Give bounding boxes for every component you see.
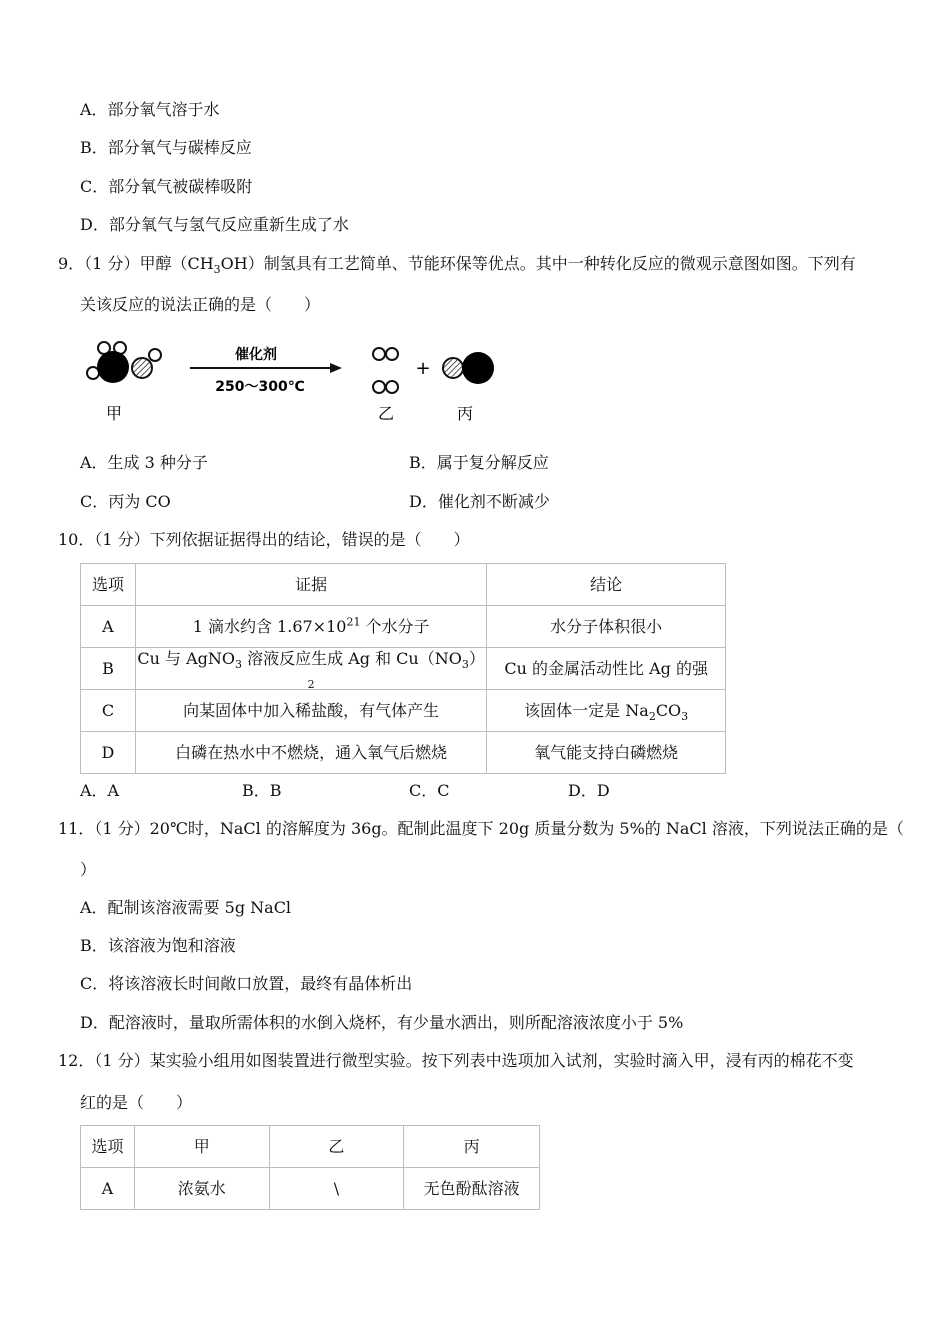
q8-option-a: A．部分氧气溶于水 xyxy=(80,100,220,119)
q10-option-c: C．C xyxy=(409,781,450,800)
label-yi: 乙 xyxy=(377,404,395,423)
q11-stem-line2: ） xyxy=(80,860,97,879)
row-option: A xyxy=(81,606,136,648)
row-evidence: Cu 与 AgNO$_3$ 溶液反应生成 Ag 和 $Cu(NO_3)_2$ xyxy=(137,648,485,691)
q11-stem-line1: 11．（1 分）20℃时，NaCl 的溶解度为 36g。配制此温度下 20g 质量分数为 5%的 NaCl 溶液，下列说法正确的是（ xyxy=(58,819,904,838)
reaction-diagram-svg xyxy=(80,335,510,430)
row-conclusion: 水分子体积很小 xyxy=(487,606,726,648)
header-jia: 甲 xyxy=(134,1126,269,1168)
table-header-row xyxy=(81,564,726,606)
table-row xyxy=(81,606,726,648)
row-conclusion: 该固体一定是 $Na_2CO_3$ xyxy=(487,690,726,732)
q11-option-d: D．配溶液时，量取所需体积的水倒入烧杯，有少量水洒出，则所配溶液浓度小于 5% xyxy=(80,1013,684,1032)
row-bing: 无色酚酞溶液 xyxy=(404,1168,540,1210)
q10-option-b: B．B xyxy=(242,781,282,800)
molecule-yi xyxy=(373,348,398,393)
label-bing: 丙 xyxy=(456,404,474,423)
q9-stem-line1: 9．（1 分）甲醇$(CH_3OH)$制氢具有工艺简单、节能环保等优点。其中一种转化反应的微观示意图如图。下列有 xyxy=(58,254,856,277)
catalyst-label: 催化剂 xyxy=(235,347,277,363)
q12-stem-line1: 12．（1 分）某实验小组用如图装置进行微型实验。按下列表中选项加入试剂，实验时滴入甲，浸有丙的棉花不变 xyxy=(58,1051,854,1070)
table-row xyxy=(81,732,726,774)
table-row xyxy=(81,690,726,732)
q11-option-c: C．将该溶液长时间敞口放置，最终有晶体析出 xyxy=(80,974,413,993)
header-conclusion: 结论 xyxy=(487,564,726,606)
q9-option-b: B．属于复分解反应 xyxy=(409,453,549,472)
reaction-diagram xyxy=(80,335,510,430)
q10-stem: 10．（1 分）下列依据证据得出的结论，错误的是（ ） xyxy=(58,530,470,549)
row-evidence: 向某固体中加入稀盐酸，有气体产生 xyxy=(135,690,486,732)
row-option: C xyxy=(81,690,136,732)
q11-option-b: B．该溶液为饱和溶液 xyxy=(80,936,236,955)
q8-option-c: C．部分氧气被碳棒吸附 xyxy=(80,177,253,196)
header-option: 选项 xyxy=(81,1126,135,1168)
header-evidence: 证据 xyxy=(135,564,486,606)
q9-option-d: D．催化剂不断减少 xyxy=(409,492,550,511)
q9-option-c: C．丙为 CO xyxy=(80,492,171,511)
row-conclusion: Cu 的金属活动性比 Ag 的强 xyxy=(487,648,726,690)
table-row xyxy=(81,648,726,690)
q10-option-a: A．A xyxy=(80,781,120,800)
plus-sign: + xyxy=(415,358,431,379)
row-jia: 浓氨水 xyxy=(134,1168,269,1210)
row-option: B xyxy=(81,648,136,690)
q8-option-d: D．部分氧气与氢气反应重新生成了水 xyxy=(80,215,349,234)
header-option: 选项 xyxy=(81,564,136,606)
header-yi: 乙 xyxy=(269,1126,404,1168)
molecule-jia xyxy=(87,342,161,383)
row-option: A xyxy=(81,1168,135,1210)
header-bing: 丙 xyxy=(404,1126,540,1168)
row-evidence: 白磷在热水中不燃烧，通入氧气后燃烧 xyxy=(135,732,486,774)
q8-option-b: B．部分氧气与碳棒反应 xyxy=(80,138,252,157)
row-conclusion: 氧气能支持白磷燃烧 xyxy=(487,732,726,774)
q12-table xyxy=(80,1125,540,1210)
q10-option-d: D．D xyxy=(568,781,610,800)
table-header-row xyxy=(81,1126,540,1168)
label-jia: 甲 xyxy=(105,404,123,423)
table-row xyxy=(81,1168,540,1210)
q10-table xyxy=(80,563,726,774)
q12-stem-line2: 红的是（ ） xyxy=(80,1093,193,1112)
temperature-label: 250～300℃ xyxy=(215,379,305,395)
q11-option-a: A．配制该溶液需要 5g NaCl xyxy=(80,898,292,917)
reaction-arrow-head xyxy=(330,363,342,373)
molecule-bing xyxy=(443,352,494,384)
q9-option-a: A．生成 3 种分子 xyxy=(80,453,208,472)
q9-stem-line2: 关该反应的说法正确的是（ ） xyxy=(80,295,321,314)
row-yi: \ xyxy=(269,1168,404,1210)
row-option: D xyxy=(81,732,136,774)
row-evidence: 1 滴水约含 $1.67\times 10^{21}$ 个水分子 xyxy=(135,606,486,648)
